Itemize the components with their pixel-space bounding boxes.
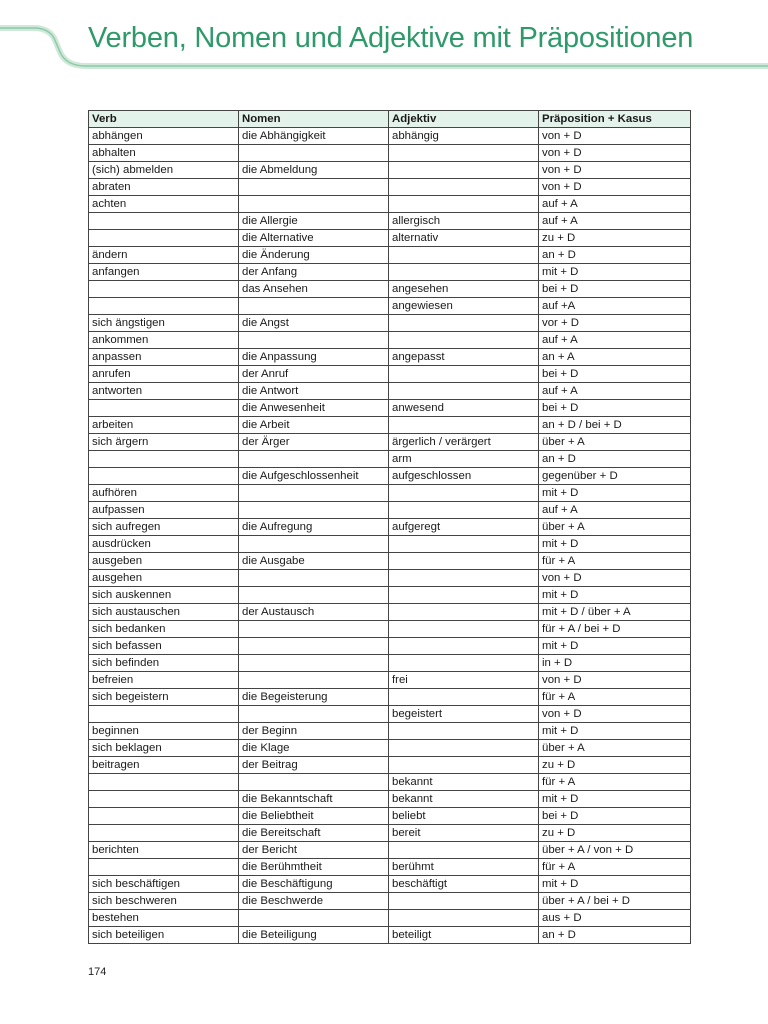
nomen-cell: die Anpassung [239, 349, 389, 366]
adjektiv-cell: berühmt [389, 859, 539, 876]
adjektiv-cell [389, 689, 539, 706]
nomen-cell: die Allergie [239, 213, 389, 230]
nomen-cell [239, 638, 389, 655]
verb-cell [89, 706, 239, 723]
nomen-cell [239, 774, 389, 791]
table-row [89, 808, 691, 825]
verb-cell [89, 825, 239, 842]
adjektiv-cell [389, 264, 539, 281]
table-row [89, 366, 691, 383]
nomen-cell: die Aufgeschlossenheit [239, 468, 389, 485]
adjektiv-cell [389, 502, 539, 519]
table-row [89, 332, 691, 349]
verb-cell: ausgeben [89, 553, 239, 570]
verb-cell: sich ärgern [89, 434, 239, 451]
table-row [89, 434, 691, 451]
nomen-cell [239, 502, 389, 519]
table-row [89, 553, 691, 570]
nomen-cell: der Bericht [239, 842, 389, 859]
nomen-cell: die Begeisterung [239, 689, 389, 706]
praeposition-cell: für + A [539, 553, 691, 570]
table-row [89, 162, 691, 179]
nomen-cell: die Arbeit [239, 417, 389, 434]
table-row [89, 519, 691, 536]
verb-cell: abhalten [89, 145, 239, 162]
praeposition-cell: mit + D [539, 485, 691, 502]
praeposition-cell: auf + A [539, 196, 691, 213]
verb-cell: anpassen [89, 349, 239, 366]
adjektiv-cell [389, 145, 539, 162]
table-row [89, 451, 691, 468]
praeposition-cell: an + A [539, 349, 691, 366]
nomen-cell [239, 655, 389, 672]
adjektiv-cell [389, 621, 539, 638]
nomen-cell: die Beteiligung [239, 927, 389, 944]
verb-cell: bestehen [89, 910, 239, 927]
verb-cell: ausgehen [89, 570, 239, 587]
table-row [89, 638, 691, 655]
praeposition-cell: mit + D / über + A [539, 604, 691, 621]
verb-cell: sich beschäftigen [89, 876, 239, 893]
verb-cell: beginnen [89, 723, 239, 740]
nomen-cell [239, 587, 389, 604]
adjektiv-cell [389, 179, 539, 196]
col-header-nomen: Nomen [239, 111, 389, 128]
praeposition-cell: mit + D [539, 638, 691, 655]
table-header-row [89, 111, 691, 128]
praeposition-cell: über + A [539, 519, 691, 536]
praeposition-cell: auf + A [539, 213, 691, 230]
verb-cell [89, 281, 239, 298]
praeposition-cell: vor + D [539, 315, 691, 332]
adjektiv-cell: bekannt [389, 774, 539, 791]
praeposition-cell: zu + D [539, 230, 691, 247]
verb-cell: anrufen [89, 366, 239, 383]
adjektiv-cell: beteiligt [389, 927, 539, 944]
table-row [89, 655, 691, 672]
nomen-cell [239, 179, 389, 196]
nomen-cell: der Ärger [239, 434, 389, 451]
nomen-cell: die Berühmtheit [239, 859, 389, 876]
col-header-adjektiv: Adjektiv [389, 111, 539, 128]
adjektiv-cell [389, 757, 539, 774]
table-row [89, 570, 691, 587]
adjektiv-cell [389, 842, 539, 859]
table-row [89, 876, 691, 893]
praeposition-cell: auf + A [539, 383, 691, 400]
table-row [89, 383, 691, 400]
adjektiv-cell [389, 553, 539, 570]
nomen-cell [239, 451, 389, 468]
adjektiv-cell [389, 247, 539, 264]
praeposition-cell: bei + D [539, 366, 691, 383]
table-row [89, 468, 691, 485]
verb-cell: sich aufregen [89, 519, 239, 536]
praeposition-cell: von + D [539, 179, 691, 196]
adjektiv-cell [389, 638, 539, 655]
adjektiv-cell: aufgeschlossen [389, 468, 539, 485]
praeposition-cell: auf + A [539, 332, 691, 349]
nomen-cell [239, 910, 389, 927]
adjektiv-cell: beliebt [389, 808, 539, 825]
verb-cell: ausdrücken [89, 536, 239, 553]
adjektiv-cell [389, 570, 539, 587]
adjektiv-cell: begeistert [389, 706, 539, 723]
verb-cell [89, 859, 239, 876]
verb-cell: aufpassen [89, 502, 239, 519]
praeposition-cell: an + D [539, 451, 691, 468]
adjektiv-cell [389, 417, 539, 434]
praeposition-cell: mit + D [539, 791, 691, 808]
table-row [89, 910, 691, 927]
verb-cell [89, 791, 239, 808]
table-row [89, 315, 691, 332]
praeposition-cell: an + D [539, 927, 691, 944]
adjektiv-cell: arm [389, 451, 539, 468]
verb-cell: sich auskennen [89, 587, 239, 604]
adjektiv-cell: bereit [389, 825, 539, 842]
adjektiv-cell [389, 536, 539, 553]
verb-cell: (sich) abmelden [89, 162, 239, 179]
adjektiv-cell: ärgerlich / verärgert [389, 434, 539, 451]
adjektiv-cell: angewiesen [389, 298, 539, 315]
praeposition-cell: auf + A [539, 502, 691, 519]
table-row [89, 230, 691, 247]
table-row [89, 417, 691, 434]
col-header-praeposition: Präposition + Kasus [539, 111, 691, 128]
table-row [89, 587, 691, 604]
verb-cell [89, 774, 239, 791]
nomen-cell: die Abmeldung [239, 162, 389, 179]
verb-cell: beitragen [89, 757, 239, 774]
nomen-cell: die Ausgabe [239, 553, 389, 570]
nomen-cell: das Ansehen [239, 281, 389, 298]
nomen-cell: die Abhängigkeit [239, 128, 389, 145]
adjektiv-cell [389, 366, 539, 383]
praeposition-cell: für + A / bei + D [539, 621, 691, 638]
nomen-cell [239, 536, 389, 553]
table-row [89, 400, 691, 417]
col-header-verb: Verb [89, 111, 239, 128]
table-row [89, 349, 691, 366]
adjektiv-cell [389, 587, 539, 604]
table-row [89, 145, 691, 162]
adjektiv-cell [389, 383, 539, 400]
verb-cell: abraten [89, 179, 239, 196]
nomen-cell: die Bekanntschaft [239, 791, 389, 808]
praeposition-cell: für + A [539, 859, 691, 876]
table-row [89, 128, 691, 145]
nomen-cell: die Beschäftigung [239, 876, 389, 893]
verb-cell: sich begeistern [89, 689, 239, 706]
nomen-cell: die Aufregung [239, 519, 389, 536]
table-row [89, 502, 691, 519]
adjektiv-cell [389, 723, 539, 740]
nomen-cell: der Beitrag [239, 757, 389, 774]
table-row [89, 621, 691, 638]
praeposition-cell: von + D [539, 672, 691, 689]
table-row [89, 757, 691, 774]
nomen-cell: die Beliebtheit [239, 808, 389, 825]
nomen-cell: der Beginn [239, 723, 389, 740]
table-row [89, 842, 691, 859]
table-row [89, 213, 691, 230]
nomen-cell [239, 672, 389, 689]
verb-cell: aufhören [89, 485, 239, 502]
praeposition-cell: über + A [539, 740, 691, 757]
nomen-cell: der Anfang [239, 264, 389, 281]
nomen-cell: die Änderung [239, 247, 389, 264]
adjektiv-cell: angesehen [389, 281, 539, 298]
table-row [89, 196, 691, 213]
nomen-cell: der Anruf [239, 366, 389, 383]
praeposition-cell: bei + D [539, 808, 691, 825]
praeposition-cell: zu + D [539, 757, 691, 774]
praeposition-cell: aus + D [539, 910, 691, 927]
page-header [0, 0, 768, 72]
praeposition-cell: mit + D [539, 723, 691, 740]
table-body [89, 128, 691, 944]
nomen-cell [239, 332, 389, 349]
table-row [89, 706, 691, 723]
verb-cell [89, 400, 239, 417]
page-number: 174 [88, 966, 107, 978]
praeposition-cell: von + D [539, 570, 691, 587]
adjektiv-cell [389, 910, 539, 927]
verb-cell: ändern [89, 247, 239, 264]
table-row [89, 859, 691, 876]
verb-cell [89, 808, 239, 825]
nomen-cell: die Alternative [239, 230, 389, 247]
praeposition-cell: über + A [539, 434, 691, 451]
table-row [89, 672, 691, 689]
nomen-cell: der Austausch [239, 604, 389, 621]
verb-cell: antworten [89, 383, 239, 400]
praeposition-cell: von + D [539, 706, 691, 723]
praeposition-cell: mit + D [539, 876, 691, 893]
praeposition-cell: von + D [539, 145, 691, 162]
table-row [89, 791, 691, 808]
praeposition-cell: mit + D [539, 264, 691, 281]
praeposition-cell: gegenüber + D [539, 468, 691, 485]
page-title: Verben, Nomen und Adjektive mit Präpositionen [88, 22, 694, 54]
verb-cell: sich befinden [89, 655, 239, 672]
praeposition-cell: auf +A [539, 298, 691, 315]
table-row [89, 485, 691, 502]
praeposition-cell: mit + D [539, 587, 691, 604]
verb-cell: sich befassen [89, 638, 239, 655]
adjektiv-cell: bekannt [389, 791, 539, 808]
praeposition-cell: für + A [539, 774, 691, 791]
praeposition-cell: von + D [539, 162, 691, 179]
nomen-cell [239, 706, 389, 723]
vocab-table [88, 110, 691, 944]
table-row [89, 689, 691, 706]
adjektiv-cell [389, 332, 539, 349]
table-row [89, 536, 691, 553]
verb-cell: sich beschweren [89, 893, 239, 910]
nomen-cell [239, 145, 389, 162]
table-row [89, 179, 691, 196]
table-row [89, 740, 691, 757]
adjektiv-cell [389, 485, 539, 502]
praeposition-cell: bei + D [539, 281, 691, 298]
nomen-cell: die Angst [239, 315, 389, 332]
verb-cell [89, 468, 239, 485]
adjektiv-cell: beschäftigt [389, 876, 539, 893]
verb-cell: ankommen [89, 332, 239, 349]
praeposition-cell: für + A [539, 689, 691, 706]
verb-cell: berichten [89, 842, 239, 859]
nomen-cell [239, 621, 389, 638]
praeposition-cell: mit + D [539, 536, 691, 553]
adjektiv-cell [389, 604, 539, 621]
adjektiv-cell [389, 740, 539, 757]
nomen-cell: die Antwort [239, 383, 389, 400]
verb-cell: sich beteiligen [89, 927, 239, 944]
verb-cell: abhängen [89, 128, 239, 145]
verb-cell: anfangen [89, 264, 239, 281]
verb-cell: sich austauschen [89, 604, 239, 621]
table-row [89, 927, 691, 944]
nomen-cell [239, 196, 389, 213]
nomen-cell: die Bereitschaft [239, 825, 389, 842]
table-row [89, 723, 691, 740]
praeposition-cell: zu + D [539, 825, 691, 842]
praeposition-cell: in + D [539, 655, 691, 672]
nomen-cell [239, 485, 389, 502]
adjektiv-cell: allergisch [389, 213, 539, 230]
praeposition-cell: an + D [539, 247, 691, 264]
verb-cell: befreien [89, 672, 239, 689]
adjektiv-cell [389, 315, 539, 332]
table-row [89, 298, 691, 315]
table-row [89, 281, 691, 298]
verb-cell: sich ängstigen [89, 315, 239, 332]
praeposition-cell: bei + D [539, 400, 691, 417]
table-row [89, 893, 691, 910]
adjektiv-cell [389, 162, 539, 179]
verb-cell [89, 230, 239, 247]
adjektiv-cell: abhängig [389, 128, 539, 145]
adjektiv-cell: alternativ [389, 230, 539, 247]
table-row [89, 264, 691, 281]
praeposition-cell: über + A / bei + D [539, 893, 691, 910]
verb-cell: achten [89, 196, 239, 213]
table-row [89, 825, 691, 842]
adjektiv-cell: angepasst [389, 349, 539, 366]
praeposition-cell: an + D / bei + D [539, 417, 691, 434]
praeposition-cell: über + A / von + D [539, 842, 691, 859]
verb-cell [89, 451, 239, 468]
verb-cell [89, 298, 239, 315]
verb-cell: sich beklagen [89, 740, 239, 757]
nomen-cell [239, 570, 389, 587]
adjektiv-cell [389, 893, 539, 910]
adjektiv-cell: aufgeregt [389, 519, 539, 536]
nomen-cell: die Klage [239, 740, 389, 757]
adjektiv-cell [389, 196, 539, 213]
verb-cell: sich bedanken [89, 621, 239, 638]
verb-cell [89, 213, 239, 230]
adjektiv-cell [389, 655, 539, 672]
verb-cell: arbeiten [89, 417, 239, 434]
table-row [89, 774, 691, 791]
adjektiv-cell: anwesend [389, 400, 539, 417]
table-row [89, 604, 691, 621]
adjektiv-cell: frei [389, 672, 539, 689]
nomen-cell [239, 298, 389, 315]
nomen-cell: die Beschwerde [239, 893, 389, 910]
praeposition-cell: von + D [539, 128, 691, 145]
nomen-cell: die Anwesenheit [239, 400, 389, 417]
table-row [89, 247, 691, 264]
